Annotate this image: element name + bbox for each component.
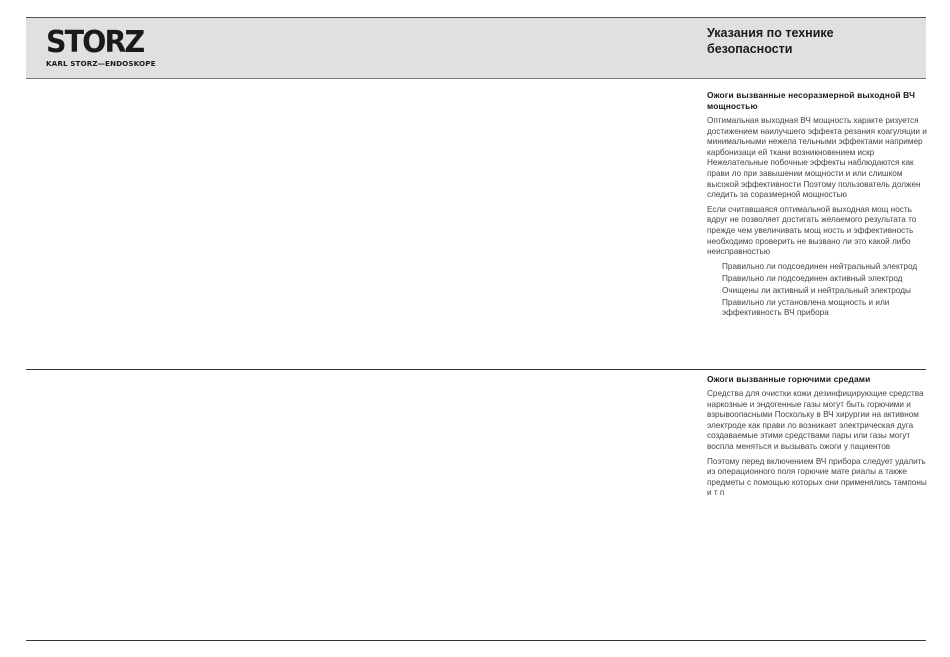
checklist-item: Правильно ли установлена мощность и или эффективность ВЧ прибора — [722, 297, 890, 318]
paragraph: Поэтому перед включением ВЧ прибора следует удалить из операционного поля горючие мате риалы а также предметы с помощью которых они применялись тампоны и т п — [707, 456, 927, 498]
logo-wordmark: STORZ — [46, 25, 144, 60]
checklist-item: Правильно ли подсоединен нейтральный электрод — [722, 261, 918, 271]
section-title: Ожоги вызванные несоразмерной выходной ВЧ мощностью — [707, 90, 916, 111]
section-flammable-burns — [707, 374, 929, 503]
paragraph: Оптимальная выходная ВЧ мощность характе ризуется достижением наилучшего эффекта резания коагуляции и минимальными нежела тельными эффектами например карбонизаци ей ткани возникновением искр Нежелательные побочные эффекты наблюдаются как прави ло при завышении мощности и или слишком высокой эффективности Поэтому пользователь должен следить за соразмерной мощностью — [707, 116, 927, 200]
footer-rule — [26, 640, 926, 641]
checklist-item: Правильно ли подсоединен активный электрод — [722, 273, 903, 283]
page-header — [26, 17, 926, 79]
paragraph: Если считавшаяся оптимальной выходная мощ ность вдруг не позволяет достигать желаемого результата то прежде чем увеличивать мощ ность и эффективность необходимо проверить не вызвано ли это какой либо неисправностью — [707, 204, 917, 257]
section-hf-power-burns — [707, 90, 929, 320]
storz-logo — [46, 25, 186, 68]
section-title: Ожоги вызванные горючими средами — [707, 374, 871, 384]
section-divider — [26, 369, 926, 370]
logo-subtitle: KARL STORZ—ENDOSKOPE — [46, 59, 156, 68]
page-title: Указания по технике безопасности — [707, 26, 834, 56]
paragraph: Средства для очистки кожи дезинфицирующие средства наркозные и эндогенные газы могут быть горючими и взрывоопасными Поскольку в ВЧ хирургии на активном электроде как прави ло возникает электрическая дуга создаваемые этими средствами пары или газы могут воспла меняться и вызывать ожоги у пациентов — [707, 389, 924, 451]
checklist-item: Очищены ли активный и нейтральный электроды — [722, 285, 911, 295]
